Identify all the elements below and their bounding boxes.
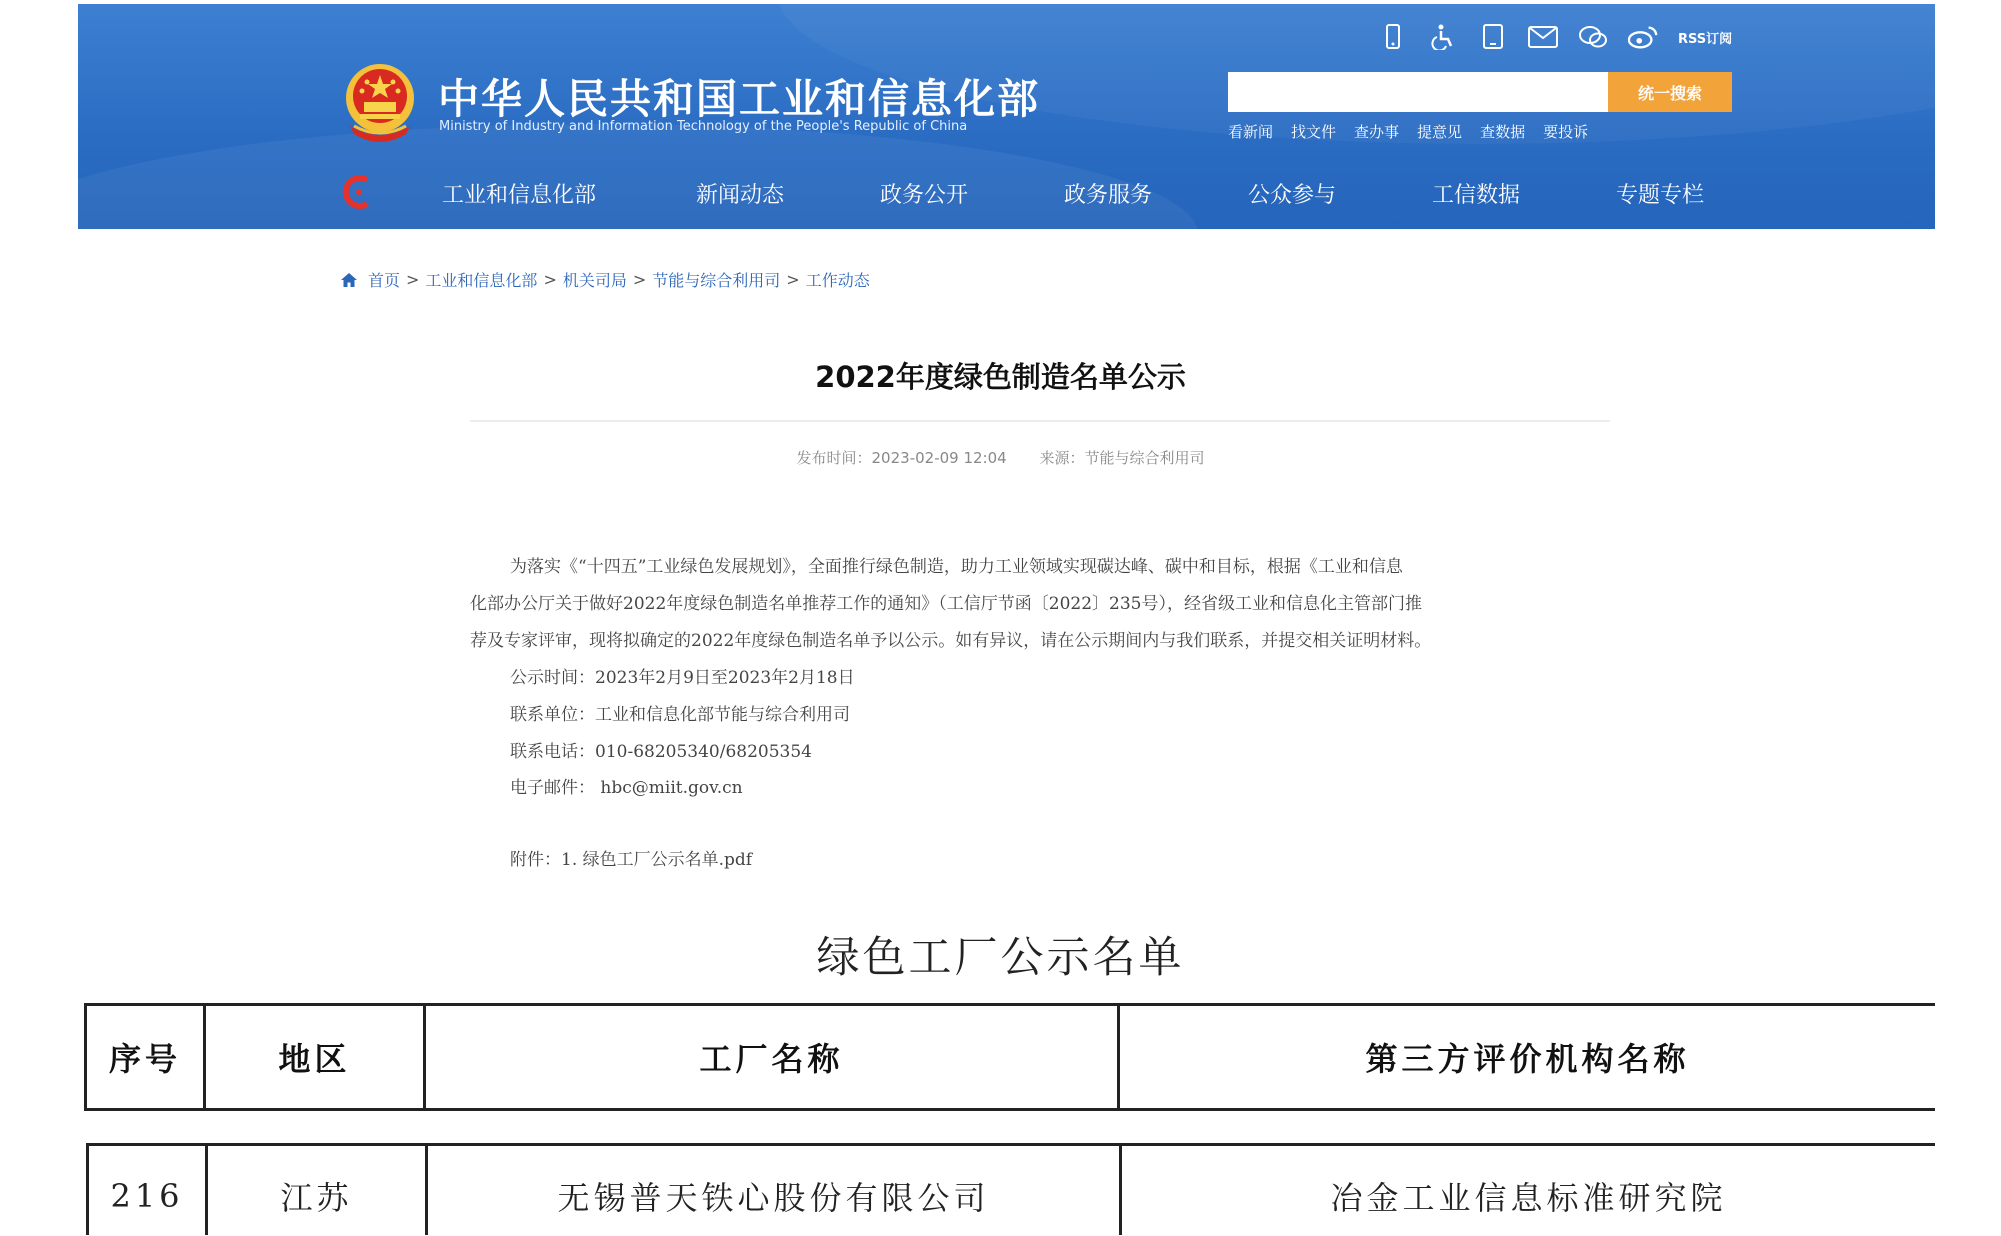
cell-index: 216	[110, 1177, 184, 1215]
site-title[interactable]: 中华人民共和国工业和信息化部	[438, 75, 1040, 123]
header-factory-name: 工厂名称	[699, 1040, 844, 1078]
nav-item-miit[interactable]: 工业和信息化部	[442, 183, 597, 208]
nav-item-public-participation[interactable]: 公众参与	[1248, 183, 1337, 208]
title-divider	[470, 420, 1610, 422]
cell-region: 江苏	[280, 1179, 353, 1217]
search-input[interactable]	[1228, 72, 1608, 112]
weibo-icon[interactable]	[1628, 22, 1658, 52]
tablet-icon[interactable]	[1478, 22, 1508, 52]
quick-link-news[interactable]: 看新闻	[1228, 123, 1274, 141]
main-nav	[78, 160, 1935, 229]
site-subtitle: Ministry of Industry and Information Technology of the People's Republic of China	[439, 119, 968, 134]
header-region: 地区	[278, 1040, 351, 1078]
wechat-icon[interactable]	[1578, 22, 1608, 52]
paragraph-line: 化部办公厅关于做好2022年度绿色制造名单推荐工作的通知》（工信厅节函〔2022〕235号），经省级工业和信息化主管部门推	[470, 594, 1422, 614]
site-header	[78, 4, 1935, 229]
quick-link-services[interactable]: 查办事	[1354, 123, 1400, 141]
breadcrumb	[340, 268, 870, 291]
article-meta	[0, 447, 2001, 468]
accessibility-icon[interactable]	[1428, 22, 1458, 52]
quick-links	[1228, 121, 1588, 142]
breadcrumb-energy-dept[interactable]: 节能与综合利用司	[652, 271, 781, 290]
breadcrumb-miit[interactable]: 工业和信息化部	[425, 271, 538, 290]
header-index: 序号	[108, 1040, 181, 1078]
quick-link-complaints[interactable]: 要投诉	[1543, 123, 1589, 141]
breadcrumb-departments[interactable]: 机关司局	[562, 271, 627, 290]
search-button[interactable]: 统一搜索	[1608, 72, 1732, 112]
mail-icon[interactable]	[1528, 22, 1558, 52]
nav-item-gov-affairs[interactable]: 政务公开	[880, 183, 969, 208]
national-emblem-icon[interactable]	[340, 60, 420, 144]
notice-period: 公示时间：2023年2月9日至2023年2月18日	[510, 668, 855, 688]
quick-link-data[interactable]: 查数据	[1480, 123, 1526, 141]
header-evaluator: 第三方评价机构名称	[1365, 1040, 1690, 1078]
contact-unit: 联系单位：工业和信息化部节能与综合利用司	[510, 705, 850, 725]
nav-item-news[interactable]: 新闻动态	[696, 183, 785, 208]
breadcrumb-separator: >	[543, 270, 557, 289]
top-icon-bar	[1378, 22, 1732, 52]
table-border	[86, 1143, 1935, 1146]
contact-email[interactable]: 电子邮件： hbc@miit.gov.cn	[510, 778, 743, 798]
paragraph-line: 为落实《“十四五”工业绿色发展规划》，全面推行绿色制造，助力工业领域实现碳达峰、碳中和目标，根据《工业和信息	[510, 557, 1403, 577]
mobile-icon[interactable]	[1378, 22, 1408, 52]
cell-evaluator: 冶金工业信息标准研究院	[1330, 1179, 1727, 1217]
list-title: 绿色工厂公示名单	[816, 933, 1185, 983]
breadcrumb-separator: >	[406, 270, 420, 289]
table-border	[84, 1108, 1935, 1111]
home-icon[interactable]	[340, 272, 358, 288]
nav-item-data[interactable]: 工信数据	[1432, 183, 1521, 208]
paragraph-line: 荐及专家评审，现将拟确定的2022年度绿色制造名单予以公示。如有异议，请在公示期间内与我们联系，并提交相关证明材料。	[470, 631, 1432, 651]
cell-factory-name: 无锡普天铁心股份有限公司	[557, 1179, 990, 1217]
nav-item-special-topics[interactable]: 专题专栏	[1616, 183, 1705, 208]
attachment-link[interactable]: 附件：1. 绿色工厂公示名单.pdf	[510, 850, 753, 870]
miit-logo-icon[interactable]	[341, 172, 375, 212]
contact-phone: 联系电话：010-68205340/68205354	[510, 742, 812, 762]
publish-time: 发布时间：2023-02-09 12:04	[796, 449, 1007, 467]
quick-link-documents[interactable]: 找文件	[1291, 123, 1337, 141]
breadcrumb-home[interactable]: 首页	[368, 271, 401, 290]
rss-link[interactable]: RSS订阅	[1678, 31, 1733, 47]
nav-item-gov-services[interactable]: 政务服务	[1064, 183, 1153, 208]
article-source: 来源：节能与综合利用司	[1039, 449, 1205, 467]
quick-link-suggestions[interactable]: 提意见	[1417, 123, 1463, 141]
article-title: 2022年度绿色制造名单公示	[815, 360, 1186, 394]
breadcrumb-separator: >	[786, 270, 800, 289]
breadcrumb-work-news[interactable]: 工作动态	[805, 271, 870, 290]
breadcrumb-separator: >	[632, 270, 647, 289]
